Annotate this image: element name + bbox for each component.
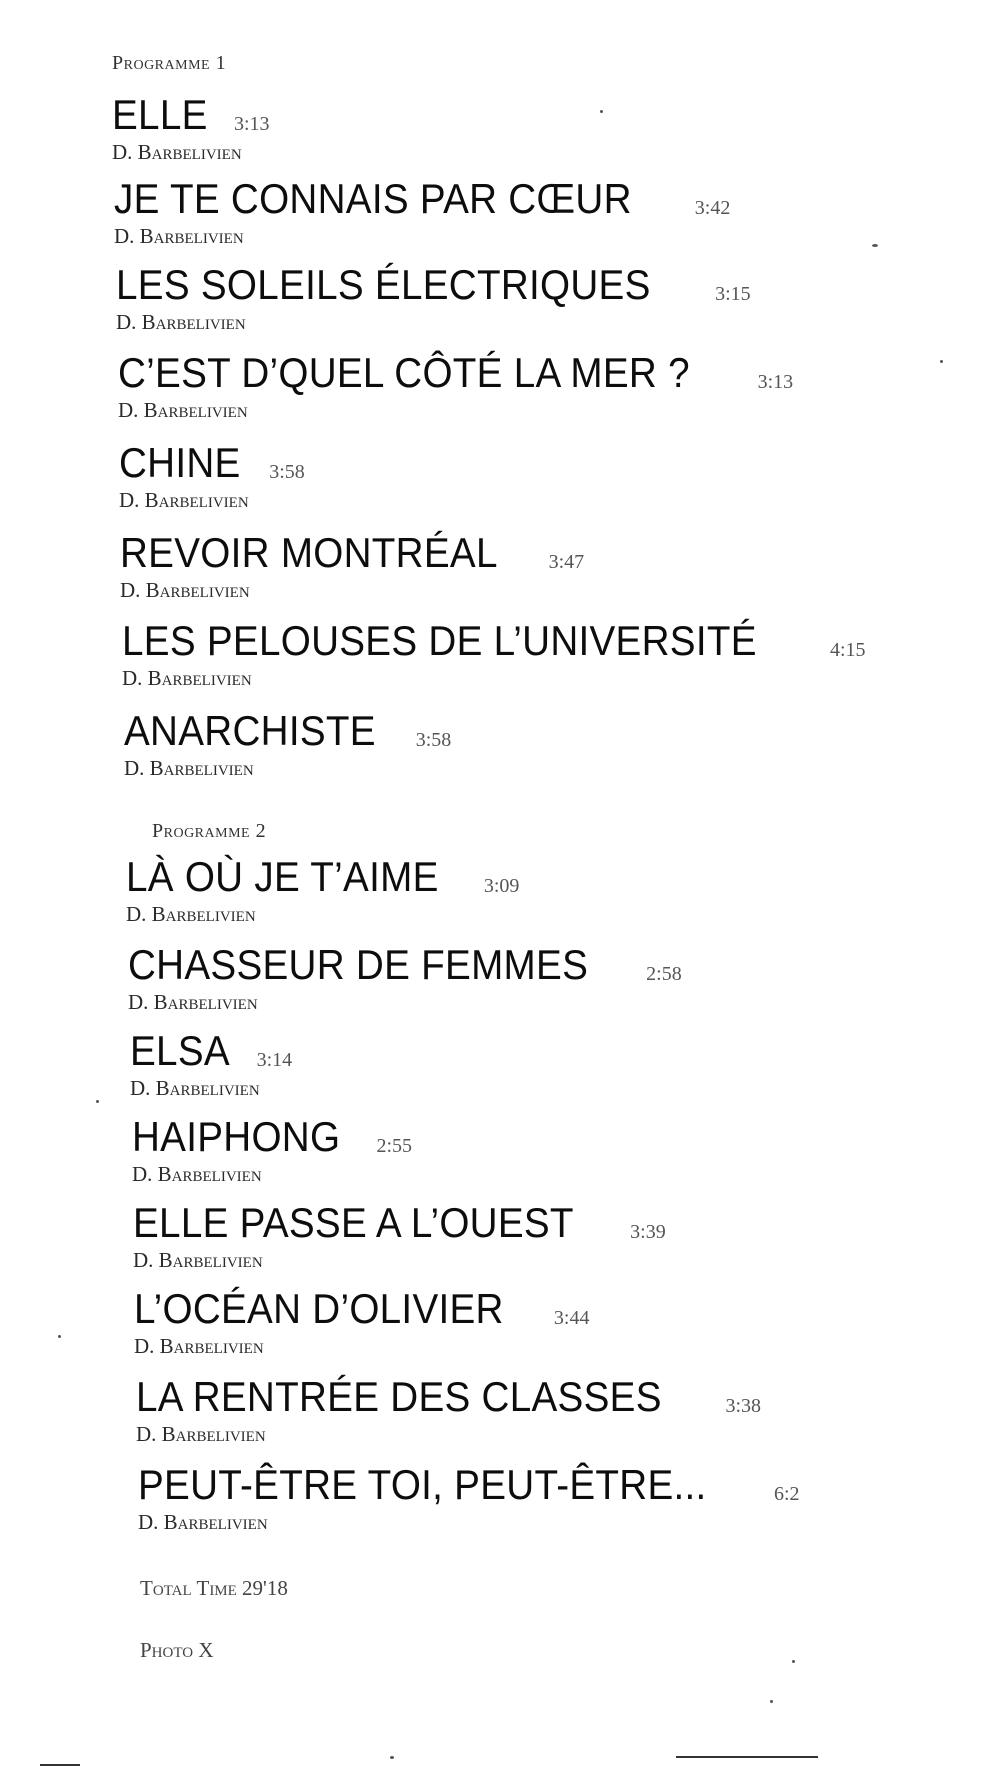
track-title: LES PELOUSES DE L’UNIVERSITÉ (122, 617, 757, 664)
track-item (136, 1374, 761, 1446)
track-title: CHASSEUR DE FEMMES (128, 941, 589, 988)
track-duration: 3:42 (694, 197, 731, 220)
scan-speck (872, 244, 878, 247)
track-item (119, 440, 305, 512)
track-duration: 3:38 (725, 1395, 762, 1418)
track-item (120, 530, 584, 602)
track-item (132, 1114, 412, 1186)
track-title: L’OCÉAN D’OLIVIER (134, 1285, 504, 1332)
track-duration: 3:15 (715, 283, 751, 306)
programme-2-label: Programme 2 (152, 820, 267, 842)
track-item (112, 92, 270, 164)
track-item (128, 942, 682, 1014)
track-title: JE TE CONNAIS PAR CŒUR (114, 175, 632, 222)
track-item (118, 350, 793, 422)
track-item (130, 1028, 292, 1100)
track-duration: 3:47 (548, 551, 585, 574)
track-item (114, 176, 730, 248)
track-duration: 3:44 (553, 1307, 590, 1330)
track-title: REVOIR MONTRÉAL (120, 529, 498, 576)
programme-1-label: Programme 1 (112, 52, 227, 74)
track-item (133, 1200, 666, 1272)
track-title: LÀ OÙ JE T’AIME (126, 853, 439, 900)
track-credit: D. Barbelivien (126, 902, 256, 926)
track-duration: 3:13 (757, 371, 794, 394)
track-credit: D. Barbelivien (118, 398, 248, 422)
scan-speck (792, 1660, 795, 1663)
scan-underline (40, 1764, 80, 1766)
track-duration: 3:58 (415, 729, 452, 752)
track-credit: D. Barbelivien (130, 1076, 260, 1100)
track-title: PEUT-ÊTRE TOI, PEUT-ÊTRE... (138, 1461, 707, 1508)
track-item (124, 708, 451, 780)
track-duration: 3:13 (233, 113, 270, 136)
track-title: ELLE (112, 91, 208, 138)
scan-speck (58, 1335, 61, 1338)
track-credit: D. Barbelivien (134, 1334, 264, 1358)
scan-underline (676, 1756, 818, 1758)
track-duration: 4:15 (829, 639, 866, 662)
track-title: ELSA (130, 1027, 230, 1074)
track-duration: 2:55 (376, 1135, 412, 1158)
track-credit: D. Barbelivien (119, 488, 249, 512)
track-credit: D. Barbelivien (122, 666, 252, 690)
track-title: ELLE PASSE A L’OUEST (133, 1199, 574, 1246)
track-title: LES SOLEILS ÉLECTRIQUES (116, 261, 651, 308)
track-credit: D. Barbelivien (114, 224, 244, 248)
track-credit: D. Barbelivien (136, 1422, 266, 1446)
track-title: HAIPHONG (132, 1113, 341, 1160)
track-credit: D. Barbelivien (120, 578, 250, 602)
track-credit: D. Barbelivien (132, 1162, 262, 1186)
track-credit: D. Barbelivien (116, 310, 246, 334)
scan-speck (390, 1756, 394, 1759)
track-item (116, 262, 751, 334)
scan-speck (770, 1700, 773, 1703)
track-duration: 6:2 (773, 1483, 800, 1506)
track-credit: D. Barbelivien (138, 1510, 268, 1534)
track-item (122, 618, 866, 690)
track-title: CHINE (119, 439, 241, 486)
track-credit: D. Barbelivien (112, 140, 242, 164)
track-duration: 3:58 (269, 461, 305, 484)
track-credit: D. Barbelivien (128, 990, 258, 1014)
track-duration: 2:58 (646, 963, 682, 986)
track-item (138, 1462, 800, 1534)
track-item (134, 1286, 589, 1358)
track-duration: 3:39 (630, 1221, 666, 1244)
scan-speck (96, 1100, 99, 1103)
photo-credit: Photo X (140, 1638, 214, 1662)
total-time: Total Time 29'18 (140, 1576, 288, 1600)
track-credit: D. Barbelivien (133, 1248, 263, 1272)
scan-speck (940, 360, 943, 363)
track-title: C’EST D’QUEL CÔTÉ LA MER ? (118, 349, 690, 396)
track-credit: D. Barbelivien (124, 756, 254, 780)
scan-speck (600, 110, 603, 113)
track-title: ANARCHISTE (124, 707, 376, 754)
track-duration: 3:09 (483, 875, 520, 898)
track-title: LA RENTRÉE DES CLASSES (136, 1373, 662, 1420)
track-item (126, 854, 519, 926)
track-duration: 3:14 (256, 1049, 293, 1072)
